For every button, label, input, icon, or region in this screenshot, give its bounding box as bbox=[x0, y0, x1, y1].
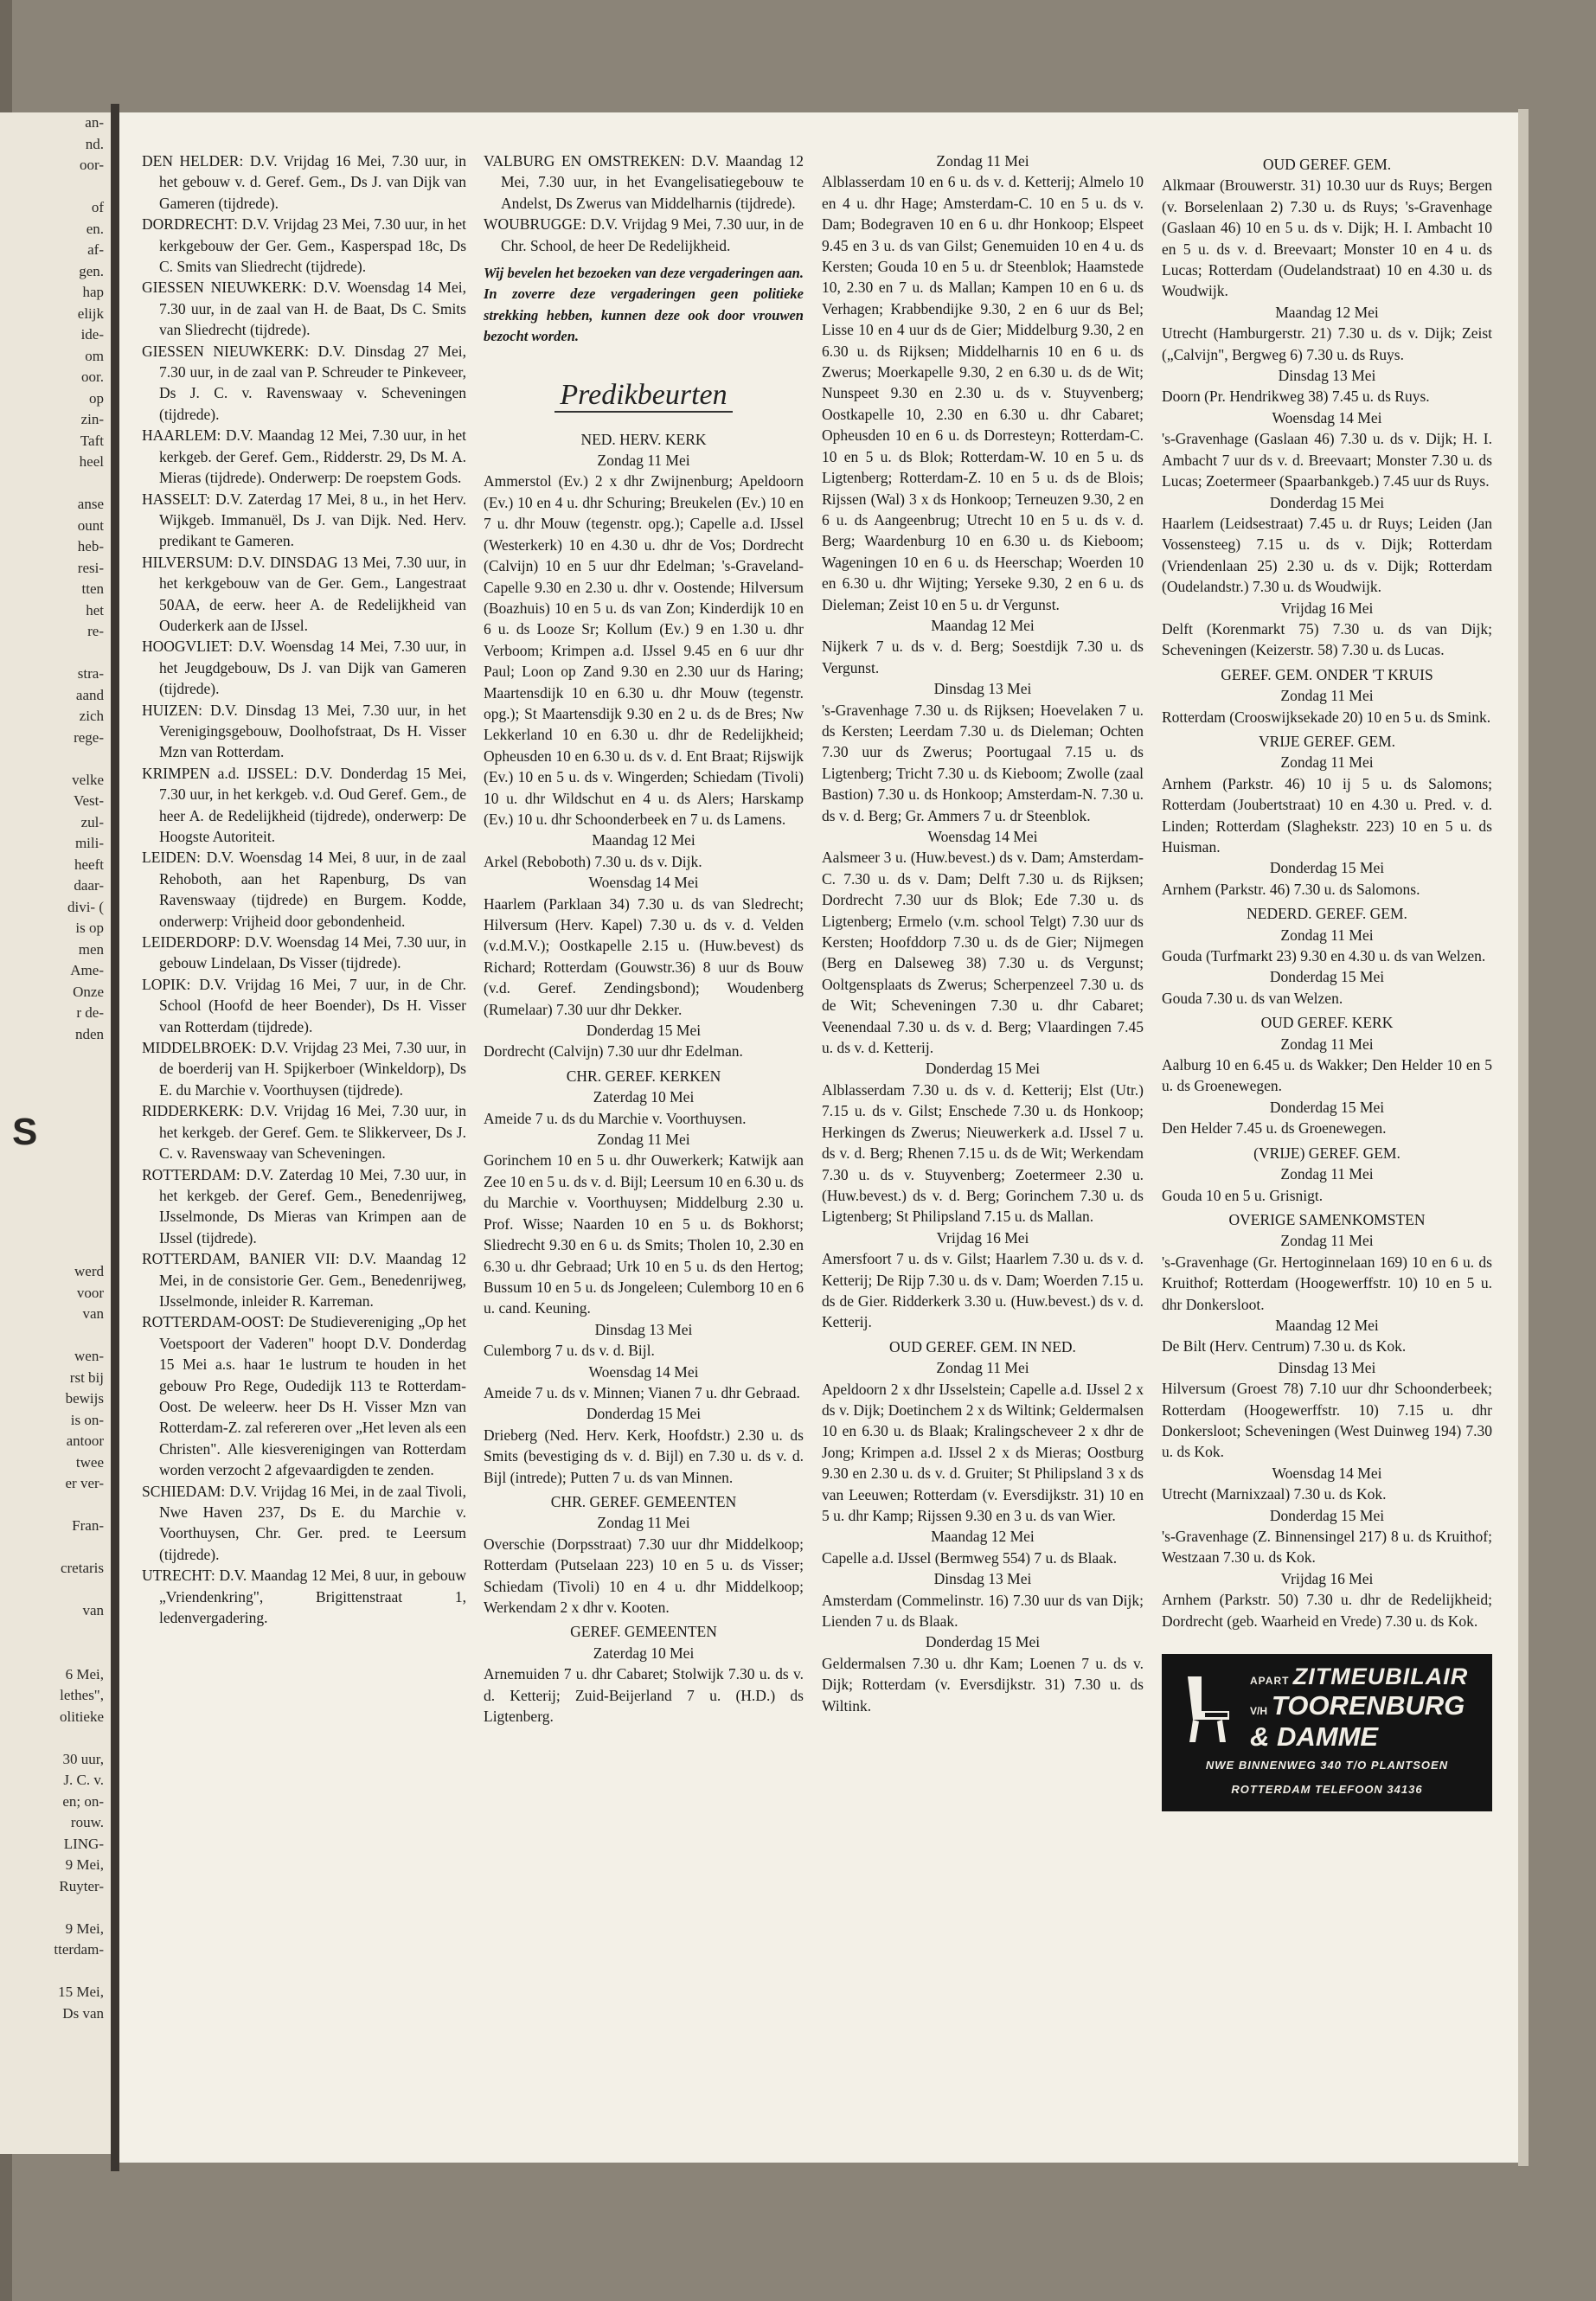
previous-page-fragment bbox=[0, 1897, 111, 1919]
meeting-entry: MIDDELBROEK: D.V. Vrijdag 23 Mei, 7.30 uur, in de boerderij van H. Spijkerboer (Winkeldorp), Ds E. du Marchie v. Voorthuysen (tijdrede). bbox=[142, 1039, 466, 1099]
meeting-entry: VALBURG EN OMSTREKEN: D.V. Maandag 12 Mei, 7.30 uur, in het Evangelisatiegebouw te Andelst, Ds Zwerus van Middelharnis (tijdrede). bbox=[484, 152, 804, 212]
previous-page-fragment: van bbox=[82, 1602, 104, 1618]
previous-page-fragment: heb- bbox=[77, 538, 104, 554]
previous-page-fragment: Ds van bbox=[62, 2004, 104, 2022]
previous-page-fragment: af- bbox=[87, 241, 104, 258]
church-heading: OUD GEREF. GEM. IN NED. bbox=[889, 1337, 1076, 1356]
service-listing: Ammerstol (Ev.) 2 x dhr Zwijnenburg; Apeldoorn (Ev.) 10 en 4 u. dhr Schuring; Breukelen (Ev.) 10 en 7 u. dhr Mouw (tegenstr. opg.); Capelle a.d. IJssel (Westerkerk) 10 en 4.30 u. dhr de Vos; Dordrecht (Calvijn) 10 en 5 uur dhr Edelman; 's-Graveland-Capelle 9.30 en 2.30 u. dhr v. Oostende; Hilversum (Boazhuis) 10 en 5 u. ds van Zon; Kinderdijk 10 en 6 u. ds Looze Sr; Kollum (Ev.) 9 en 1.30 u. dhr Verboom; Krimpen a.d. IJssel 9.45 en 6 uur dhr Paul; Loon op Zand 9.30 en 2.30 uur ds Haring; Maartensdijk 10 en 6.30 u. dhr Mouw (tegenstr. opg.); St Maartensdijk 9.30 en 2 u. ds de Bres; Nw Lekkerland 10 en 6.30 u. dhr de Redelijkheid; Opheusden 10 en 6.30 u. ds v. d. Ent Braat; Rijswijk (Ev.) 10 en 5 u. ds v. Wingerden; Schiedam (Tivoli) 10 u. dhr Wildschut en 4 u. ds Alers; Harskamp (Ev.) 10 u. dhr Schoonderbeek en 7 u. ds Lamens. bbox=[484, 472, 804, 828]
previous-page-fragment bbox=[0, 643, 111, 664]
date-heading: Zondag 11 Mei bbox=[1280, 1165, 1374, 1183]
previous-page-fragment: heeft bbox=[74, 856, 104, 873]
ad-name-damme: & DAMME bbox=[1250, 1721, 1379, 1752]
previous-page-fragment: zich bbox=[79, 708, 104, 724]
service-listing: Alblasserdam 7.30 u. ds v. d. Ketterij; Elst (Utr.) 7.15 u. ds v. Gilst; Enschede 7.30 u. ds Honkoop; Herkingen ds Zwerus; Nieuwerkerk a.d. IJssel 7 u. ds v. d. Berg; Rhenen 7.15 u. ds de Wit; Werkendam 7.30 u. ds v. Stuyvenberg; Zoetermeer 2.30 u. (Huw.bevest.) ds v. d. Berg; Gorinchem 7.30 u. ds Ligtenberg; St Philipsland 7.15 u. ds Mallan. bbox=[822, 1080, 1144, 1226]
date-heading: Dinsdag 13 Mei bbox=[933, 680, 1032, 698]
date-heading: Maandag 12 Mei bbox=[1275, 1316, 1379, 1334]
previous-page-fragment: daar- bbox=[74, 877, 104, 894]
church-heading: GEREF. GEM. ONDER 'T KRUIS bbox=[1221, 665, 1433, 683]
meeting-entry: LOPIK: D.V. Vrijdag 16 Mei, 7 uur, in de Chr. School (Hoofd de heer Boender), Ds H. Visser van Rotterdam (tijdrede). bbox=[142, 975, 466, 1035]
date-heading: Woensdag 14 Mei bbox=[1272, 408, 1382, 426]
previous-page-fragment: bewijs bbox=[65, 1390, 104, 1407]
previous-page-fragment: antoor bbox=[66, 1433, 104, 1449]
meeting-entry: SCHIEDAM: D.V. Vrijdag 16 Mei, in de zaal Tivoli, Nwe Haven 237, Ds E. du Marchie v. Voorthuysen, Chr. Ger. pred. te Leersum (tijdrede). bbox=[142, 1482, 466, 1563]
date-heading: Zaterdag 10 Mei bbox=[593, 1644, 695, 1662]
previous-page-fragment: divi- ( bbox=[67, 898, 104, 915]
previous-page-fragment bbox=[0, 1198, 111, 1220]
previous-page-fragment: 9 Mei, bbox=[65, 1920, 104, 1937]
previous-page-fragment: LING- bbox=[63, 1835, 104, 1852]
date-heading: Donderdag 15 Mei bbox=[586, 1405, 702, 1423]
previous-page-fragment bbox=[0, 1622, 111, 1644]
meeting-entry: RIDDERKERK: D.V. Vrijdag 16 Mei, 7.30 uur, in het kerkgeb. der Geref. Gem. te Slikkerveer, Ds J. C. v. Ravenswaay van Scheveningen. bbox=[142, 1102, 466, 1163]
previous-page-fragment: anse bbox=[77, 496, 104, 512]
previous-page-fragment: wen- bbox=[74, 1348, 104, 1364]
previous-page-fragment: rouw. bbox=[70, 1814, 104, 1830]
date-heading: Donderdag 15 Mei bbox=[1269, 1098, 1385, 1116]
service-listing: Utrecht (Hamburgerstr. 21) 7.30 u. ds v. Dijk; Zeist („Calvijn", Bergweg 6) 7.30 u. ds Ruys. bbox=[1162, 324, 1492, 363]
previous-page-fragment: of bbox=[91, 199, 104, 215]
previous-page-fragment: en. bbox=[86, 220, 104, 237]
previous-page-fragment: 30 uur, bbox=[62, 1750, 104, 1767]
previous-page-fragment bbox=[0, 1643, 111, 1664]
service-listing: Delft (Korenmarkt 75) 7.30 u. ds van Dijk; Scheveningen (Keizerstr. 58) 7.30 u. ds Lucas. bbox=[1162, 619, 1492, 659]
previous-page-fragment: zul- bbox=[80, 813, 104, 830]
previous-page-fragment: nd. bbox=[85, 135, 104, 152]
previous-page-fragment bbox=[0, 1067, 111, 1088]
previous-page-fragment: zin- bbox=[80, 411, 104, 427]
meeting-entry: WOUBRUGGE: D.V. Vrijdag 9 Mei, 7.30 uur, in de Chr. School, de heer De Redelijkheid. bbox=[484, 215, 804, 254]
date-heading: Zondag 11 Mei bbox=[1280, 926, 1374, 944]
previous-page-fragment: mili- bbox=[74, 835, 104, 851]
meeting-entry: GIESSEN NIEUWKERK: D.V. Dinsdag 27 Mei, 7.30 uur, in de zaal van P. Schreuder te Pinkeveer, Ds J. C. v. Ravenswaay v. Scheveningen (tijdrede). bbox=[142, 342, 466, 423]
date-heading: Zondag 11 Mei bbox=[597, 452, 690, 470]
previous-page-fragment: Fran- bbox=[72, 1517, 104, 1534]
church-heading: OVERIGE SAMENKOMSTEN bbox=[1228, 1210, 1426, 1228]
meeting-entry: HILVERSUM: D.V. DINSDAG 13 Mei, 7.30 uur, in het kerkgebouw van de Ger. Gem., Langestraat 50AA, de eerw. heer A. de Redelijkheid van Ouderkerk aan de IJssel. bbox=[142, 553, 466, 634]
date-heading: Maandag 12 Mei bbox=[931, 616, 1035, 634]
previous-page-edge bbox=[0, 112, 111, 2154]
service-listing: Nijkerk 7 u. ds v. d. Berg; Soestdijk 7.30 u. ds Vergunst. bbox=[822, 638, 1144, 676]
date-heading: Zondag 11 Mei bbox=[1280, 1035, 1374, 1053]
previous-page-fragment: rst bij bbox=[69, 1368, 104, 1386]
meeting-entry: KRIMPEN a.d. IJSSEL: D.V. Donderdag 15 Mei, 7.30 uur, in het kerkgeb. v.d. Oud Geref. Gem., de heer A. de Redelijkheid (tijdrede), onderwerp: De Hoogste Autoriteit. bbox=[142, 764, 466, 845]
previous-page-fragment: van bbox=[82, 1305, 104, 1322]
previous-page-fragment bbox=[0, 473, 111, 495]
previous-page-fragment: heel bbox=[79, 453, 104, 470]
ad-vh: V/H bbox=[1250, 1705, 1268, 1718]
previous-page-fragment bbox=[0, 1537, 111, 1559]
previous-page-fragment: hap bbox=[82, 284, 104, 300]
column-meetings bbox=[142, 151, 466, 1628]
previous-page-fragment: is on- bbox=[70, 1411, 104, 1428]
previous-page-fragment: om bbox=[85, 347, 104, 364]
church-heading: CHR. GEREF. GEMEENTEN bbox=[550, 1492, 737, 1510]
meeting-entry: LEIDEN: D.V. Woensdag 14 Mei, 8 uur, in de zaal Rehoboth, aan het Rapenburg, Ds van Ravenswaay (tijdrede) en Burgem. Kodde, onderwerp: Vrijheid door gebondenheid. bbox=[142, 849, 466, 930]
date-heading: Zondag 11 Mei bbox=[1280, 1232, 1374, 1250]
meeting-entry: HASSELT: D.V. Zaterdag 17 Mei, 8 u., in het Herv. Wijkgeb. Immanuël, Ds J. van Dijk. Ned. Herv. predikant te Gameren. bbox=[142, 490, 466, 550]
service-listing: Alblasserdam 10 en 6 u. ds v. d. Ketterij; Almelo 10 en 4 u. dhr Hage; Amsterdam-C. 10 en 5 u. ds v. Dam; Bodegraven 10 en 6 u. dhr Honkoop; Elspeet 9.45 en 3 u. ds van Gilst; Genemuiden 10 en 4 u. ds Kersten; Gouda 10 en 5 u. dr Steenblok; Haamstede 10, 2.30 en 7 u. ds Mallan; Kampen 10 en 6 u. ds Verhagen; Krabbendijke 9.30, 2 en 6 uur ds Bel; Lisse 10 en 4 uur ds de Gier; Middelburg 9.30, 2 en 6.30 u. ds Rijksen; Middelharnis 10 en 6 u. ds Zwerus; Moerkapelle 9.30, 2 en 6.30 u. ds de Wit; Nunspeet 9.30 en 2.30 u. ds v. Stuyvenberg; Oostkapelle 10, 2.30 en 6.30 u. dhr Cabaret; Opheusden 10 en 6 u. ds Dorresteyn; Rotterdam-C. 10 en 5 u. ds Blok; Rotterdam-W. 10 en 5 u. ds Ligtenberg; Rotterdam-Z. 10 en 5 u. ds de Blois; Rijssen (Wal) 3 x ds Honkoop; Terneuzen 9.30, 2 en 6 u. ds Aangeenbrug; Utrecht 10 en 5 u. ds v. d. Berg; Waardenburg 10 en 6.30 u. ds Kieboom; Wageningen 10 en 6 u. ds Heerschap; Woerden 10 en 6.30 u. dhr Wijting; Yerseke 9.30, 2 en 6 u. ds Dieleman; Zeist 10 en 5 u. dr Vergunst. bbox=[822, 173, 1144, 613]
previous-page-fragment: Ruyter- bbox=[59, 1877, 104, 1894]
service-listing: Gouda 7.30 u. ds van Welzen. bbox=[1162, 989, 1343, 1007]
church-heading: OUD GEREF. KERK bbox=[1260, 1014, 1394, 1032]
previous-page-fragment: cretaris bbox=[60, 1560, 104, 1576]
previous-page-fragment: werd bbox=[74, 1263, 104, 1279]
date-heading: Maandag 12 Mei bbox=[1275, 303, 1379, 321]
previous-page-fragment: gen. bbox=[79, 262, 104, 279]
service-listing: De Bilt (Herv. Centrum) 7.30 u. ds Kok. bbox=[1162, 1337, 1407, 1356]
service-listing: Hilversum (Groest 78) 7.10 uur dhr Schoonderbeek; Rotterdam (Hoogewerffstr. 10) 7.15 u. dhr Donkersloot; Scheveningen (West Duinweg 194) 7.30 u. ds Kok. bbox=[1162, 1380, 1492, 1461]
column-geref-gemeenten bbox=[822, 151, 1144, 1716]
previous-page-fragment: an- bbox=[85, 114, 104, 131]
service-listing: Arnemuiden 7 u. dhr Cabaret; Stolwijk 7.30 u. ds v. d. Ketterij; Zuid-Beijerland 7 u. (H.D.) ds Ligtenberg. bbox=[484, 1665, 804, 1726]
date-heading: Vrijdag 16 Mei bbox=[936, 1228, 1029, 1247]
previous-page-fragment bbox=[0, 1727, 111, 1749]
date-heading: Woensdag 14 Mei bbox=[588, 1362, 699, 1381]
church-heading: OUD GEREF. GEM. bbox=[1262, 156, 1392, 173]
date-heading: Donderdag 15 Mei bbox=[1269, 493, 1385, 511]
previous-page-fragment: Ame- bbox=[70, 962, 104, 978]
previous-page-fragment: voor bbox=[76, 1284, 104, 1301]
previous-page-fragment bbox=[0, 1240, 111, 1262]
date-heading: Donderdag 15 Mei bbox=[925, 1633, 1041, 1651]
date-heading: Zondag 11 Mei bbox=[936, 152, 1029, 170]
service-listing: Overschie (Dorpsstraat) 7.30 uur dhr Middelkoop; Rotterdam (Putselaan 223) 10 en 5 u. ds Visser; Schiedam (Tivoli) 10 en 4 u. dhr Middelkoop; Werkendam 2 x dhr v. Kooten. bbox=[484, 1535, 804, 1616]
previous-page-fragment: elijk bbox=[77, 304, 104, 322]
service-listing: Rotterdam (Crooswijksekade 20) 10 en 5 u. ds Smink. bbox=[1162, 708, 1491, 726]
meeting-entry: DEN HELDER: D.V. Vrijdag 16 Mei, 7.30 uur, in het gebouw v. d. Geref. Gem., Ds J. van Dijk van Gameren (tijdrede). bbox=[142, 152, 466, 212]
previous-page-fragment: 15 Mei, bbox=[58, 1984, 104, 2000]
service-listing: Doorn (Pr. Hendrikweg 38) 7.45 u. ds Ruys. bbox=[1162, 388, 1430, 406]
meeting-entry: HUIZEN: D.V. Dinsdag 13 Mei, 7.30 uur, in het Verenigingsgebouw, Doolhofstraat, Ds H. Visser Mzn van Rotterdam. bbox=[142, 701, 466, 761]
previous-page-fragment: lethes", bbox=[60, 1687, 104, 1703]
service-listing: Ameide 7 u. ds du Marchie v. Voorthuysen. bbox=[484, 1109, 747, 1127]
meeting-entry: HOOGVLIET: D.V. Woensdag 14 Mei, 7.30 uur, in het Jeugdgebouw, Ds J. van Dijk van Gameren (tijdrede). bbox=[142, 638, 466, 698]
meeting-entry: LEIDERDORP: D.V. Woensdag 14 Mei, 7.30 uur, in gebouw Lindelaan, Ds Visser (tijdrede). bbox=[142, 933, 466, 972]
date-heading: Donderdag 15 Mei bbox=[1269, 968, 1385, 986]
service-listing: Culemborg 7 u. ds v. d. Bijl. bbox=[484, 1342, 655, 1360]
service-listing: Gouda 10 en 5 u. Grisnigt. bbox=[1162, 1186, 1324, 1204]
previous-page-fragment: Vest- bbox=[74, 792, 104, 809]
date-heading: Woensdag 14 Mei bbox=[1272, 1464, 1382, 1482]
previous-page-fragment: twee bbox=[75, 1453, 104, 1471]
meeting-entry: DORDRECHT: D.V. Vrijdag 23 Mei, 7.30 uur, in het kerkgebouw der Ger. Gem., Kasperspad 18c, Ds C. Smits van Sliedrecht (tijdrede). bbox=[142, 215, 466, 276]
service-listing: Geldermalsen 7.30 u. dhr Kam; Loenen 7 u. ds v. Dijk; Rotterdam (v. Eversdijkstr. 31) 7.30 u. ds Wiltink. bbox=[822, 1654, 1144, 1715]
church-heading: NED. HERV. KERK bbox=[580, 430, 707, 448]
date-heading: Maandag 12 Mei bbox=[592, 831, 695, 849]
service-listing: Aalsmeer 3 u. (Huw.bevest.) ds v. Dam; Amsterdam-C. 7.30 u. ds v. Dam; Delft 7.30 u. ds Rijksen; Dordrecht 7.30 uur ds Blok; Ede 7.30 u. ds Ligtenberg; Ermelo (v.m. school Telgt) 7.30 uur ds Kersten; Hoofddorp 7.30 u. ds de Gier; Nijmegen (Berg en Dalseweg 38) 7.30 u. ds Vergunst; Ooltgensplaats ds Zwerus; Scherpenzeel 7.30 u. ds de Wit; Scheveningen 7.30 u. dhr Cabaret; Veenendaal 7.30 u. ds v. d. Berg; Vlaardingen 7.45 u. ds v. d. Ketterij. bbox=[822, 849, 1144, 1057]
service-listing: Gorinchem 10 en 5 u. dhr Ouwerkerk; Katwijk aan Zee 10 en 5 u. ds v. d. Bijl; Leersum 10 en 6.30 u. ds du Marchie v. Voorthuysen; Middelburg 2.30 u. Prof. Wisse; Naarden 10 en 5 u. ds Bokhorst; Sliedrecht 9.30 en 6 u. ds Smits; Tholen 10, 2.30 en 6.30 u. dhr Gebraad; Urk 10 en 5 u. ds den Hertog; Bussum 10 en 5 u. ds Jongeleen; Culemborg 10 en 6 u. cand. Keuning. bbox=[484, 1151, 804, 1317]
previous-page-fragment bbox=[0, 1156, 111, 1177]
section-heading-text: Predikbeurten bbox=[554, 379, 732, 413]
date-heading: Dinsdag 13 Mei bbox=[933, 1570, 1032, 1588]
meeting-entry: ROTTERDAM-OOST: De Studievereniging „Op het Voetspoort der Vaderen" hoopt D.V. Donderdag 15 Mei a.s. haar 1e lustrum te houden in het gebouw Pro Rege, Oudedijk 113 te Rotterdam-Oost. De weleerw. heer Ds H. Visser Mzn van Rotterdam-Z. zal refereren over „Het leven als een Christen". Alle kiesverenigingen van Rotterdam worden verzocht 2 afgevaardigden te zenden. bbox=[142, 1313, 466, 1479]
meeting-entry: ROTTERDAM, BANIER VII: D.V. Maandag 12 Mei, in de consistorie Ger. Gem., Benedenrijweg, IJsselmonde, inleider R. Karreman. bbox=[142, 1250, 466, 1310]
service-listing: Haarlem (Leidsestraat) 7.45 u. dr Ruys; Leiden (Jan Vossensteeg) 7.15 u. ds v. Dijk; Rotterdam (Vriendenlaan 25) 2.30 u. ds v. Dijk; Rotterdam (Oudelandstr.) 7.30 u. ds Woudwijk. bbox=[1162, 514, 1492, 596]
service-listing: Den Helder 7.45 u. ds Groenewegen. bbox=[1162, 1119, 1387, 1138]
ad-address: NWE BINNENWEG 340 T/O PLANTSOEN bbox=[1205, 1758, 1449, 1772]
date-heading: Zondag 11 Mei bbox=[597, 1131, 690, 1149]
date-heading: Donderdag 15 Mei bbox=[1269, 1506, 1385, 1524]
date-heading: Donderdag 15 Mei bbox=[925, 1060, 1041, 1078]
church-heading: NEDERD. GEREF. GEM. bbox=[1247, 905, 1407, 923]
date-heading: Dinsdag 13 Mei bbox=[594, 1320, 693, 1338]
service-listing: Arkel (Reboboth) 7.30 u. ds v. Dijk. bbox=[484, 852, 702, 870]
church-heading: GEREF. GEMEENTEN bbox=[570, 1623, 717, 1641]
previous-page-fragment bbox=[0, 1580, 111, 1601]
previous-page-fragment: ount bbox=[77, 516, 104, 534]
ad-apart: APART bbox=[1250, 1675, 1290, 1688]
previous-page-fragment: ide- bbox=[80, 326, 104, 343]
date-heading: Dinsdag 13 Mei bbox=[1278, 367, 1376, 385]
previous-page-fragment: nden bbox=[74, 1025, 104, 1042]
previous-page-fragment: r de- bbox=[76, 1004, 104, 1021]
previous-page-fragment: velke bbox=[72, 771, 104, 788]
service-listing: Aalburg 10 en 6.45 u. ds Wakker; Den Helder 10 en 5 u. ds Groenewegen. bbox=[1162, 1056, 1492, 1095]
date-heading: Woensdag 14 Mei bbox=[588, 874, 699, 892]
previous-page-fragment: 6 Mei, bbox=[65, 1665, 104, 1682]
previous-page-fragment: men bbox=[78, 940, 104, 958]
service-listing: Amsterdam (Commelinstr. 16) 7.30 uur ds van Dijk; Lienden 7 u. ds Blaak. bbox=[822, 1591, 1144, 1631]
previous-page-fragment: re- bbox=[87, 623, 104, 639]
church-heading: (VRIJE) GEREF. GEM. bbox=[1253, 1144, 1401, 1162]
date-heading: Dinsdag 13 Mei bbox=[1278, 1358, 1376, 1376]
previous-page-fragment: is op bbox=[75, 920, 104, 936]
meeting-entry: UTRECHT: D.V. Maandag 12 Mei, 8 uur, in gebouw „Vriendenkring", Brigittenstraat 1, ledenvergadering. bbox=[142, 1567, 466, 1627]
ad-city-phone: ROTTERDAM TELEFOON 34136 bbox=[1231, 1783, 1423, 1797]
previous-page-fragment: rege- bbox=[74, 728, 104, 746]
date-heading: Vrijdag 16 Mei bbox=[1280, 1569, 1374, 1587]
column-predikbeurten bbox=[484, 151, 804, 1727]
previous-page-fragment bbox=[0, 1961, 111, 1983]
service-listing: Apeldoorn 2 x dhr IJsselstein; Capelle a.d. IJssel 2 x ds v. Dijk; Doetinchem 2 x ds Wiltink; Geldermalsen 10 en 6.30 u. ds Blaak; Kralingscheveer 2 x dhr de Jong; Krimpen a.d. IJssel 2 x ds Mieras; Oostburg 9.30 en 2.30 u. ds v. d. Gruiter; St Philipsland 3 x ds van Leeuwen; Rotterdam (v. Eversdijkstr. 31) 10 en 5 u. dhr Kamp; Rijssen 9.30 en 3 u. ds van Wier. bbox=[822, 1380, 1144, 1524]
previous-page-fragment bbox=[0, 1219, 111, 1240]
service-listing: Arnhem (Parkstr. 46) 7.30 u. ds Salomons. bbox=[1162, 880, 1420, 898]
previous-page-fragment: aand bbox=[75, 686, 104, 703]
previous-page-fragment bbox=[0, 1045, 111, 1067]
service-listing: Haarlem (Parklaan 34) 7.30 u. ds van Sledrecht; Hilversum (Herv. Kapel) 7.30 u. ds v. d. Velden (v.d.M.V.); Oostkapelle 2.15 u. (Huw.bevest) ds Richard; Rotterdam (Gouwstr.36) 8 uur ds Bouw (v.d. Geref. Zendingsbond); Woudenberg (Rumelaar) 7.30 uur dhr Dekker. bbox=[484, 894, 804, 1018]
previous-page-fragment: tten bbox=[81, 580, 104, 597]
previous-page-fragment: 9 Mei, bbox=[65, 1856, 104, 1873]
previous-page-fragment: het bbox=[86, 601, 104, 619]
ad-zitmeubilair: ZITMEUBILAIR bbox=[1292, 1663, 1469, 1690]
newspaper-page bbox=[119, 112, 1518, 2163]
previous-page-fragment: Taft bbox=[80, 432, 104, 449]
previous-page-fragment: olitieke bbox=[60, 1708, 104, 1725]
date-heading: Donderdag 15 Mei bbox=[1269, 859, 1385, 877]
service-listing: Utrecht (Marnixzaal) 7.30 u. ds Kok. bbox=[1162, 1485, 1387, 1503]
previous-page-fragment: er ver- bbox=[65, 1475, 104, 1491]
service-listing: Dordrecht (Calvijn) 7.30 uur dhr Edelman. bbox=[484, 1042, 743, 1061]
previous-page-fragment: oor. bbox=[81, 369, 104, 385]
service-listing: Amersfoort 7 u. ds v. Gilst; Haarlem 7.30 u. ds v. d. Ketterij; De Rijp 7.30 u. ds v. Dam; Woerden 7.15 u. ds de Gier. Ridderkerk 3.30 u. (Huw.bevest.) ds v. d. Ketterij. bbox=[822, 1250, 1144, 1331]
service-listing: Ameide 7 u. ds v. Minnen; Vianen 7 u. dhr Gebraad. bbox=[484, 1383, 800, 1401]
service-listing: 's-Gravenhage 7.30 u. ds Rijksen; Hoevelaken 7 u. ds Kersten; Leerdam 7.30 u. ds Dieleman; Ochten 7.30 uur ds Zwerus; Poortugaal 7.15 u. ds Ligtenberg; Tricht 7.30 u. ds Kieboom; Zwolle (zaal Bastion) 7.30 u. ds Honkoop; Amsterdam-N. 7.30 u. ds v. d. Berg; Gr. Ammers 7 u. dr Steenblok. bbox=[822, 701, 1144, 824]
section-heading-predikbeurten bbox=[484, 374, 804, 417]
previous-page-fragment: stra- bbox=[77, 665, 104, 682]
date-heading: Maandag 12 Mei bbox=[931, 1528, 1035, 1546]
previous-page-fragment bbox=[0, 1087, 111, 1109]
column-oud-geref bbox=[1162, 151, 1492, 1811]
church-heading: CHR. GEREF. KERKEN bbox=[566, 1067, 721, 1085]
date-heading: Zondag 11 Mei bbox=[1280, 687, 1374, 705]
previous-page-fragment bbox=[0, 1325, 111, 1347]
service-listing: 's-Gravenhage (Gaslaan 46) 7.30 u. ds v. Dijk; H. I. Ambacht 7 uur ds v. d. Breevaart; Monster 7.30 u. ds Lucas; Zoetermeer (Spaarbankgeb.) 7.45 uur ds Ruys. bbox=[1162, 430, 1492, 490]
page-gutter bbox=[111, 104, 119, 2171]
service-listing: Arnhem (Parkstr. 46) 10 ij 5 u. ds Salomons; Rotterdam (Joubertstraat) 10 en 4.30 u. Pred. v. d. Linden; Rotterdam (Slaghekstr. 223) 10 en 5 u. ds Huisman. bbox=[1162, 774, 1492, 856]
date-heading: Zondag 11 Mei bbox=[936, 1359, 1029, 1377]
previous-page-fragment bbox=[0, 748, 111, 770]
previous-page-fragment: oor- bbox=[80, 157, 104, 173]
previous-page-fragment: J. C. v. bbox=[63, 1772, 104, 1788]
meeting-entry: ROTTERDAM: D.V. Zaterdag 10 Mei, 7.30 uur, in het kerkgeb. der Geref. Gem., Benedenrijweg, IJsselmonde, Ds Mieras van Krimpen aan de IJssel (tijdrede). bbox=[142, 1165, 466, 1247]
previous-page-fragment: S bbox=[12, 1110, 38, 1153]
date-heading: Zondag 11 Mei bbox=[597, 1514, 690, 1532]
previous-page-fragment: en; on- bbox=[62, 1792, 104, 1810]
service-listing: Arnhem (Parkstr. 50) 7.30 u. dhr de Redelijkheid; Dordrecht (geb. Waarheid en Vrede) 7.30 u. ds Kok. bbox=[1162, 1591, 1492, 1630]
date-heading: Zondag 11 Mei bbox=[1280, 753, 1374, 772]
chair-icon bbox=[1172, 1668, 1241, 1746]
page-edge-right bbox=[1518, 109, 1529, 2166]
previous-page-fragment bbox=[0, 176, 111, 198]
date-heading: Donderdag 15 Mei bbox=[586, 1022, 702, 1040]
date-heading: Zaterdag 10 Mei bbox=[593, 1088, 695, 1106]
previous-page-fragment: tterdam- bbox=[54, 1941, 104, 1958]
date-heading: Woensdag 14 Mei bbox=[927, 828, 1038, 845]
meetings-note: Wij bevelen het bezoeken van deze vergaderingen aan. In zoverre deze vergaderingen geen politieke strekking hebben, kunnen deze ook door vrouwen bezocht worden. bbox=[484, 265, 804, 345]
ad-name-toorenburg: TOORENBURG bbox=[1271, 1690, 1465, 1721]
church-heading: VRIJE GEREF. GEM. bbox=[1258, 732, 1396, 750]
previous-page-fragment: op bbox=[89, 389, 104, 407]
previous-page-fragment bbox=[0, 1495, 111, 1516]
previous-page-fragment: Onze bbox=[73, 983, 104, 1000]
date-heading: Vrijdag 16 Mei bbox=[1280, 599, 1374, 617]
previous-page-fragment bbox=[0, 1176, 111, 1198]
previous-page-fragment: resi- bbox=[77, 559, 104, 576]
service-listing: 's-Gravenhage (Gr. Hertoginnelaan 169) 10 en 6 u. ds Kruithof; Rotterdam (Hoogewerffstr. 10) 10 en 5 u. dhr Donkersloot. bbox=[1162, 1253, 1492, 1313]
meeting-entry: HAARLEM: D.V. Maandag 12 Mei, 7.30 uur, in het kerkgeb. der Geref. Gem., Ridderstr. 29, Ds M. A. Mieras (tijdrede). Onderwerp: De roepstem Gods. bbox=[142, 426, 466, 487]
service-listing: Drieberg (Ned. Herv. Kerk, Hoofdstr.) 2.30 u. ds Smits (bevestiging ds v. d. Bijl) en 7.30 u. ds v. d. Bijl (intrede); Putten 7 u. ds van Minnen. bbox=[484, 1426, 804, 1486]
service-listing: 's-Gravenhage (Z. Binnensingel 217) 8 u. ds Kruithof; Westzaan 7.30 u. ds Kok. bbox=[1162, 1528, 1492, 1567]
service-listing: Capelle a.d. IJssel (Bermweg 554) 7 u. ds Blaak. bbox=[822, 1548, 1118, 1567]
meeting-entry: GIESSEN NIEUWKERK: D.V. Woensdag 14 Mei, 7.30 uur, in de zaal van H. de Baat, Ds C. Smits van Sliedrecht (tijdrede). bbox=[142, 279, 466, 339]
service-listing: Alkmaar (Brouwerstr. 31) 10.30 uur ds Ruys; Bergen (v. Borselenlaan 2) 7.30 u. ds Ruys; 's-Gravenhage (Gaslaan 46) 10 en 5 u. ds v. Dijk; H. I. Ambacht 10 en 5 u. ds v. d. Breevaart; Monster 10 en 4 u. ds Lucas; Rotterdam (Oudelandstraat) 10 en 4.30 u. ds Woudwijk. bbox=[1162, 176, 1492, 300]
service-listing: Gouda (Turfmarkt 23) 9.30 en 4.30 u. ds van Welzen. bbox=[1162, 947, 1486, 965]
advertisement-toorenburg-damme bbox=[1162, 1654, 1492, 1811]
